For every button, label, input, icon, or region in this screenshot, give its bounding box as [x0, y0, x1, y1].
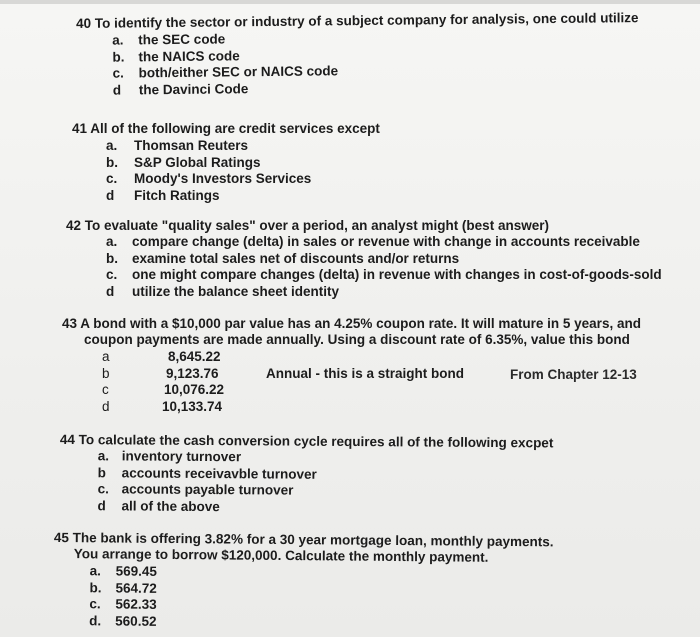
option-a: [106, 234, 640, 251]
option-letter: b: [102, 365, 110, 381]
question-text: 45 The bank is offering 3.82% for a 30 year mortgage loan, monthly payments.: [53, 530, 554, 550]
option-a: [106, 138, 380, 155]
option-d: [102, 399, 641, 416]
question-45: [53, 530, 554, 633]
option-text: 10,133.74: [162, 398, 223, 414]
option-text: 560.52: [115, 613, 157, 629]
option-letter: c.: [106, 171, 118, 186]
option-letter: d: [97, 497, 106, 513]
option-letter: b: [97, 464, 107, 480]
option-letter: a.: [106, 138, 118, 153]
option-text: 10,076.22: [164, 382, 225, 397]
option-letter: a.: [89, 563, 101, 579]
option-letter: d: [112, 82, 122, 98]
option-a: [102, 349, 641, 366]
question-44: [59, 432, 553, 517]
option-letter: b.: [89, 579, 102, 595]
question-text-continued: coupon payments are made annually. Using a discount rate of 6.35%, value this bond: [84, 332, 630, 347]
question-text: 42 To evaluate "quality sales" over a period, an analyst might (best answer): [66, 218, 549, 233]
chapter-note: From Chapter 12-13: [510, 367, 637, 382]
option-text: the NAICS code: [138, 47, 240, 64]
option-letter: c.: [97, 481, 109, 497]
option-c: [106, 267, 662, 284]
option-d: [106, 188, 380, 205]
question-text: 44 To calculate the cash conversion cycle requires all of the following excpet: [59, 432, 554, 451]
option-text: compare change (delta) in sales or revenue with change in accounts receivable: [132, 234, 640, 249]
option-text: examine total sales net of discounts and/or returns: [132, 250, 460, 266]
option-letter: b.: [112, 48, 125, 65]
option-c: [106, 171, 380, 188]
question-42: [66, 218, 662, 300]
option-letter: a.: [97, 448, 110, 464]
question-text: 40 To identify the sector or industry of a subject company for analysis, one could utilize: [76, 10, 639, 31]
option-text: all of the above: [121, 497, 220, 514]
option-letter: c.: [112, 65, 124, 81]
option-text: Thomsan Reuters: [134, 138, 249, 153]
option-b: [106, 155, 380, 172]
option-text: 562.33: [115, 596, 157, 612]
option-text: 9,123.76: [166, 365, 219, 381]
question-text: 41 All of the following are credit services except: [72, 121, 380, 136]
option-letter: c.: [89, 596, 101, 612]
option-letter: d: [106, 283, 115, 299]
option-text: Moody's Investors Services: [134, 171, 312, 186]
option-d: [106, 284, 549, 301]
option-text: the Davinci Code: [138, 80, 249, 97]
option-text: the SEC code: [138, 31, 226, 48]
option-text: S&P Global Ratings: [134, 154, 261, 170]
option-text: utilize the balance sheet identity: [132, 283, 340, 299]
option-letter: a: [102, 349, 110, 364]
page-edge: [0, 0, 700, 4]
option-text: 569.45: [115, 563, 158, 579]
option-text: 564.72: [115, 580, 157, 596]
question-text: 43 A bond with a $10,000 par value has an 4.25% coupon rate. It will mature in 5 years, and: [62, 316, 641, 331]
option-text: accounts payable turnover: [121, 481, 294, 498]
question-41: [72, 121, 380, 204]
option-letter: c: [102, 382, 109, 397]
option-letter: c.: [106, 267, 118, 282]
option-letter: b.: [106, 154, 118, 170]
option-letter: d.: [89, 612, 102, 628]
option-text: accounts receivavble turnover: [121, 464, 317, 482]
option-d: [97, 498, 553, 518]
option-letter: b.: [106, 250, 118, 266]
bond-note: Annual - this is a straight bond: [266, 366, 465, 381]
option-text: 8,645.22: [168, 349, 221, 364]
option-text: Fitch Ratings: [134, 187, 220, 203]
option-text: both/either SEC or NAICS code: [138, 63, 339, 81]
option-text: one might compare changes (delta) in revenue with changes in cost-of-goods-sold: [132, 267, 662, 282]
question-40: [76, 10, 639, 99]
option-c: [102, 382, 641, 399]
option-letter: d: [106, 187, 115, 203]
option-letter: d: [102, 398, 110, 414]
option-text: inventory turnover: [121, 448, 242, 465]
option-letter: a.: [106, 234, 118, 249]
question-text-continued: You arrange to borrow $120,000. Calculate the monthly payment.: [73, 546, 489, 565]
option-d: [89, 613, 553, 634]
option-letter: a.: [112, 32, 124, 48]
option-b: [106, 251, 549, 268]
